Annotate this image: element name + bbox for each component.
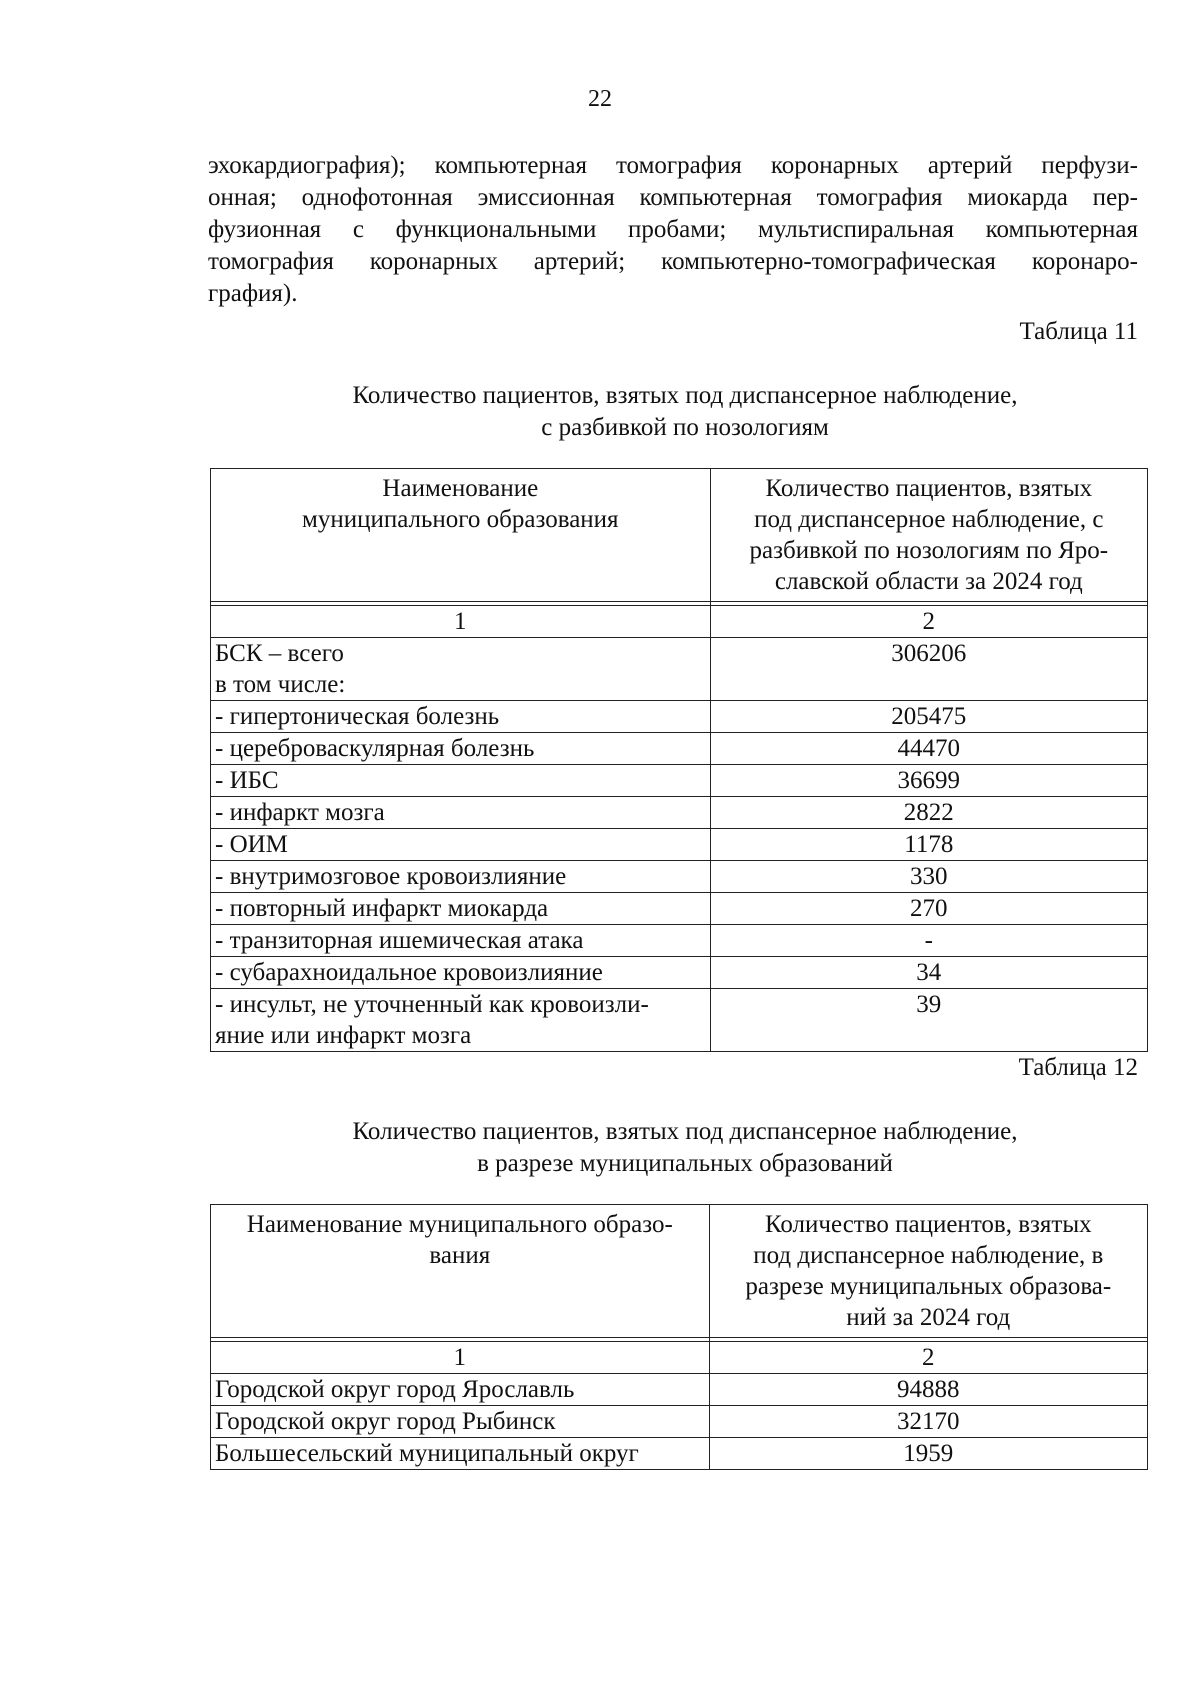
table-row bbox=[211, 893, 1148, 925]
row-label-line: БСК – всего bbox=[215, 640, 344, 667]
column-number: 2 bbox=[709, 1342, 1147, 1374]
table-header-row bbox=[211, 1205, 1148, 1338]
row-label: - ИБС bbox=[211, 765, 711, 797]
table-11-label: Таблица 11 bbox=[1019, 318, 1138, 345]
header-text: ний за 2024 год bbox=[846, 1304, 1011, 1331]
row-label: - повторный инфаркт миокарда bbox=[211, 893, 711, 925]
row-label bbox=[211, 989, 711, 1052]
row-label: Городской округ город Рыбинск bbox=[211, 1406, 710, 1438]
row-value: 270 bbox=[710, 893, 1147, 925]
table-row bbox=[211, 829, 1148, 861]
header-text: вания bbox=[429, 1242, 491, 1269]
row-label: - ОИМ bbox=[211, 829, 711, 861]
table-row bbox=[211, 957, 1148, 989]
header-text: под диспансерное наблюдение, с bbox=[754, 506, 1104, 533]
row-label: Городской округ город Ярославль bbox=[211, 1374, 710, 1406]
row-label: - внутримозговое кровоизлияние bbox=[211, 861, 711, 893]
row-value: 39 bbox=[710, 989, 1147, 1052]
table-row bbox=[211, 638, 1148, 701]
header-municipality bbox=[211, 469, 711, 602]
paragraph-line: эхокардиография); компьютерная томография коронарных артерий перфузи- bbox=[208, 152, 1138, 179]
table-11-title-line: Количество пациентов, взятых под диспансерное наблюдение, bbox=[352, 382, 1018, 409]
table-11-title-line: с разбивкой по нозологиям bbox=[541, 414, 829, 441]
column-number: 1 bbox=[211, 606, 711, 638]
header-text: Наименование муниципального образо- bbox=[246, 1211, 673, 1238]
row-value: 44470 bbox=[710, 733, 1147, 765]
row-value: 330 bbox=[710, 861, 1147, 893]
paragraph-line: графия). bbox=[208, 280, 298, 307]
row-label: - цереброваскулярная болезнь bbox=[211, 733, 711, 765]
table-row bbox=[211, 797, 1148, 829]
body-paragraph bbox=[208, 150, 1138, 310]
table-11 bbox=[210, 468, 1148, 1052]
table-12-title bbox=[0, 1116, 1200, 1180]
paragraph-line: фузионная с функциональными пробами; мультиспиральная компьютерная bbox=[208, 216, 1138, 243]
row-value: 36699 bbox=[710, 765, 1147, 797]
header-text: Количество пациентов, взятых bbox=[764, 1211, 1092, 1238]
header-text: разрезе муниципальных образова- bbox=[745, 1273, 1112, 1300]
table-row bbox=[211, 733, 1148, 765]
row-label-line: яние или инфаркт мозга bbox=[215, 1022, 472, 1049]
column-number-row bbox=[211, 606, 1148, 638]
row-label: - субарахноидальное кровоизлияние bbox=[211, 957, 711, 989]
row-value: 34 bbox=[710, 957, 1147, 989]
row-label: - гипертоническая болезнь bbox=[211, 701, 711, 733]
header-patients-count bbox=[709, 1205, 1147, 1338]
table-row bbox=[211, 701, 1148, 733]
header-patients-count bbox=[710, 469, 1147, 602]
row-value: 32170 bbox=[709, 1406, 1147, 1438]
row-value: 1178 bbox=[710, 829, 1147, 861]
page-number: 22 bbox=[588, 86, 612, 112]
table-row bbox=[211, 1438, 1148, 1470]
column-number-row bbox=[211, 1342, 1148, 1374]
paragraph-line: томография коронарных артерий; компьютерно-томографическая коронаро- bbox=[208, 248, 1138, 275]
row-value: 1959 bbox=[709, 1438, 1147, 1470]
header-text: Наименование bbox=[382, 475, 539, 502]
table-row bbox=[211, 925, 1148, 957]
row-label: - инфаркт мозга bbox=[211, 797, 711, 829]
row-value: 205475 bbox=[710, 701, 1147, 733]
table-12-title-line: в разрезе муниципальных образований bbox=[477, 1150, 893, 1177]
column-number: 2 bbox=[710, 606, 1147, 638]
header-text: под диспансерное наблюдение, в bbox=[753, 1242, 1104, 1269]
header-text: муниципального образования bbox=[302, 506, 619, 533]
row-value: - bbox=[710, 925, 1147, 957]
row-label-line: в том числе: bbox=[215, 671, 346, 698]
header-text: разбивкой по нозологиям по Яро- bbox=[749, 537, 1109, 564]
row-label: Большесельский муниципальный округ bbox=[211, 1438, 710, 1470]
table-row bbox=[211, 765, 1148, 797]
column-number: 1 bbox=[211, 1342, 710, 1374]
row-label bbox=[211, 638, 711, 701]
table-12-title-line: Количество пациентов, взятых под диспансерное наблюдение, bbox=[352, 1118, 1018, 1145]
table-12-label: Таблица 12 bbox=[1018, 1054, 1138, 1081]
table-row bbox=[211, 1406, 1148, 1438]
row-value: 2822 bbox=[710, 797, 1147, 829]
table-row bbox=[211, 861, 1148, 893]
row-label: - транзиторная ишемическая атака bbox=[211, 925, 711, 957]
table-row bbox=[211, 989, 1148, 1052]
row-label-line: - инсульт, не уточненный как кровоизли- bbox=[215, 991, 649, 1018]
table-12 bbox=[210, 1204, 1148, 1470]
header-municipality bbox=[211, 1205, 710, 1338]
table-11-title bbox=[0, 380, 1200, 444]
header-text: славской области за 2024 год bbox=[774, 568, 1083, 595]
row-value: 94888 bbox=[709, 1374, 1147, 1406]
row-value: 306206 bbox=[710, 638, 1147, 701]
table-row bbox=[211, 1374, 1148, 1406]
table-header-row bbox=[211, 469, 1148, 602]
header-text: Количество пациентов, взятых bbox=[765, 475, 1093, 502]
paragraph-line: онная; однофотонная эмиссионная компьютерная томография миокарда пер- bbox=[208, 184, 1138, 211]
